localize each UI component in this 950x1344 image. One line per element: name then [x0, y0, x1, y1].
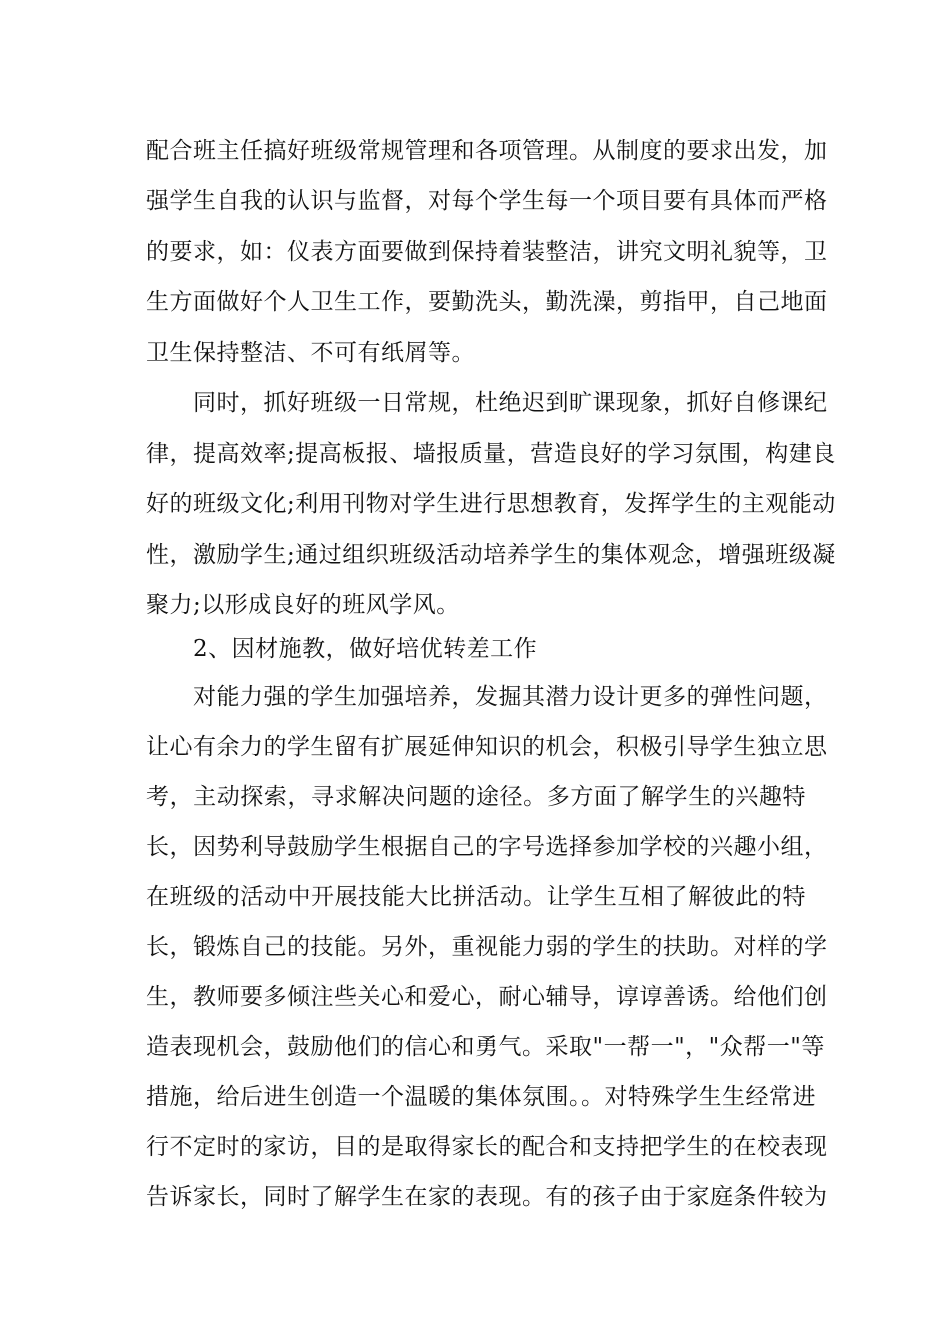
paragraph-3-line-6: 长，锻炼自己的技能。另外，重视能力弱的学生的扶助。对样的学	[146, 934, 828, 960]
paragraph-3-line-3: 考，主动探索，寻求解决问题的途径。多方面了解学生的兴趣特	[146, 784, 806, 810]
paragraph-3-line-2: 让心有余力的学生留有扩展延伸知识的机会，积极引导学生独立思	[146, 734, 828, 760]
paragraph-1-line-4: 生方面做好个人卫生工作，要勤洗头，勤洗澡，剪指甲，自己地面	[146, 289, 828, 315]
section-heading: 2、因材施教，做好培优转差工作	[193, 636, 538, 662]
paragraph-3-line-1: 对能力强的学生加强培养，发掘其潜力设计更多的弹性问题，	[193, 684, 828, 710]
paragraph-3-line-8: 造表现机会，鼓励他们的信心和勇气。采取"一帮一"，"众帮一"等	[146, 1034, 825, 1060]
paragraph-2-line-2: 律，提高效率;提高板报、墙报质量，营造良好的学习氛围，构建良	[146, 441, 836, 467]
paragraph-3-line-7: 生，教师要多倾注些关心和爱心，耐心辅导，谆谆善诱。给他们创	[146, 984, 828, 1010]
paragraph-2-line-3: 好的班级文化;利用刊物对学生进行思想教育，发挥学生的主观能动	[146, 491, 836, 517]
paragraph-2-line-4: 性，激励学生;通过组织班级活动培养学生的集体观念，增强班级凝	[146, 542, 836, 568]
paragraph-3-line-9: 措施，给后进生创造一个温暖的集体氛围。。对特殊学生生经常进	[146, 1084, 816, 1110]
paragraph-2-line-5: 聚力;以形成良好的班风学风。	[146, 592, 460, 618]
paragraph-3-line-4: 长，因势利导鼓励学生根据自己的字号选择参加学校的兴趣小组，	[146, 834, 828, 860]
paragraph-1-line-3: 的要求，如：仪表方面要做到保持着装整洁，讲究文明礼貌等，卫	[146, 239, 828, 265]
paragraph-2-line-1: 同时，抓好班级一日常规，杜绝迟到旷课现象，抓好自修课纪	[193, 390, 828, 416]
paragraph-3-line-5: 在班级的活动中开展技能大比拼活动。让学生互相了解彼此的特	[146, 884, 806, 910]
paragraph-1-line-2: 强学生自我的认识与监督，对每个学生每一个项目要有具体而严格	[146, 188, 828, 214]
paragraph-1-line-5: 卫生保持整洁、不可有纸屑等。	[146, 340, 475, 366]
paragraph-3-line-10: 行不定时的家访，目的是取得家长的配合和支持把学生的在校表现	[146, 1134, 828, 1160]
paragraph-1-line-1: 配合班主任搞好班级常规管理和各项管理。从制度的要求出发，加	[146, 138, 828, 164]
paragraph-3-line-11: 告诉家长，同时了解学生在家的表现。有的孩子由于家庭条件较为	[146, 1184, 828, 1210]
